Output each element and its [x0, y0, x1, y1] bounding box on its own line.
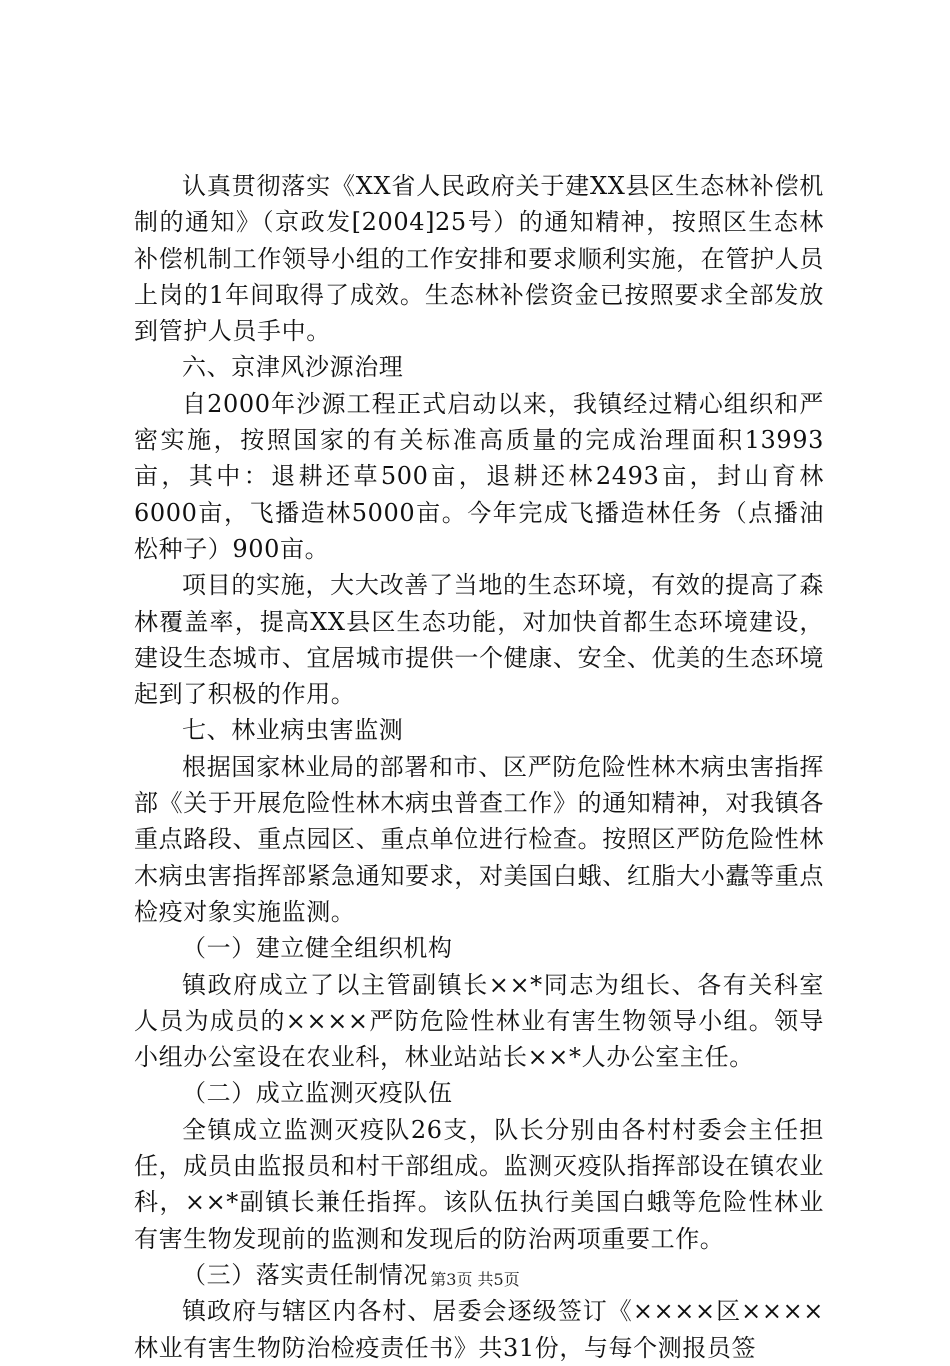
paragraph-project-effects: 项目的实施，大大改善了当地的生态环境，有效的提高了森林覆盖率，提高XX县区生态功能，对加快首都生态环境建设，建设生态城市、宜居城市提供一个健康、安全、优美的生态环境起到了积极的作用。: [134, 571, 824, 709]
paragraph-organization: 镇政府成立了以主管副镇长××*同志为组长、各有关科室人员为成员的××××严防危险性林业有害生物领导小组。领导小组办公室设在农业科，林业站站长××*人办公室主任。: [134, 970, 824, 1072]
subheading-responsibility: （三）落实责任制情况: [182, 1260, 428, 1289]
subheading-monitoring-team: （二）成立监测灭疫队伍: [182, 1079, 453, 1108]
section-heading-pest-monitoring: 七、林业病虫害监测: [182, 716, 404, 745]
paragraph-ecological-compensation: 认真贯彻落实《XX省人民政府关于建XX县区生态林补偿机制的通知》（京政发[2004]25号）的通知精神，按照区生态林补偿机制工作领导小组的工作安排和要求顺利实施，在管护人员上岗的1年间取得了成效。生态林补偿资金已按照要求全部发放到管护人员手中。: [134, 172, 824, 346]
subheading-organization: （一）建立健全组织机构: [182, 934, 453, 963]
paragraph-pest-inspection: 根据国家林业局的部署和市、区严防危险性林木病虫害指挥部《关于开展危险性林木病虫普查工作》的通知精神，对我镇各重点路段、重点园区、重点单位进行检查。按照区严防危险性林木病虫害指挥部紧急通知要求，对美国白蛾、红脂大小蠹等重点检疫对象实施监测。: [134, 752, 824, 926]
page-number: 第3页 共5页: [430, 1270, 520, 1289]
paragraph-monitoring-team: 全镇成立监测灭疫队26支，队长分别由各村村委会主任担任，成员由监报员和村干部组成。监测灭疫队指挥部设在镇农业科，××*副镇长兼任指挥。该队伍执行美国白蛾等危险性林业有害生物发现前的监测和发现后的防治两项重要工作。: [134, 1115, 824, 1253]
paragraph-sand-source-project: 自2000年沙源工程正式启动以来，我镇经过精心组织和严密实施，按照国家的有关标准高质量的完成治理面积13993亩，其中：退耕还草500亩，退耕还林2493亩，封山育林6000亩，飞播造林5000亩。今年完成飞播造林任务（点播油松种子）900亩。: [134, 389, 824, 563]
paragraph-responsibility: 镇政府与辖区内各村、居委会逐级签订《××××区××××林业有害生物防治检疫责任书》共31份，与每个测报员签: [134, 1297, 824, 1362]
section-heading-sandstorm: 六、京津风沙源治理: [182, 353, 404, 382]
document-body: [134, 168, 824, 1366]
